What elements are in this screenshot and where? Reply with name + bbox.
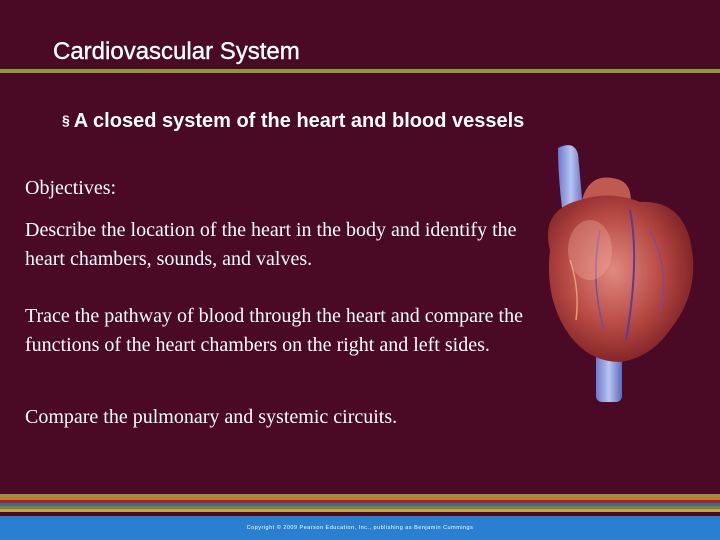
bullet-icon: § <box>62 112 70 128</box>
slide-title: Cardiovascular System <box>53 38 300 65</box>
copyright-text: Copyright © 2009 Pearson Education, Inc., publishing as Benjamin Cummings <box>246 525 474 531</box>
bottom-stripes <box>0 494 720 516</box>
objective-1: Describe the location of the heart in the body and identify the heart chambers, sounds, and valves. <box>25 219 517 270</box>
objective-2: Trace the pathway of blood through the heart and compare the functions of the heart chambers on the right and left sides. <box>25 305 523 356</box>
subtitle-bullet-item <box>62 110 524 133</box>
heart-illustration-icon <box>530 140 720 410</box>
subtitle-text: A closed system of the heart and blood vessels <box>73 110 525 132</box>
title-rule <box>0 69 720 73</box>
objective-3: Compare the pulmonary and systemic circuits. <box>25 406 398 428</box>
objectives-heading: Objectives: <box>25 177 117 199</box>
